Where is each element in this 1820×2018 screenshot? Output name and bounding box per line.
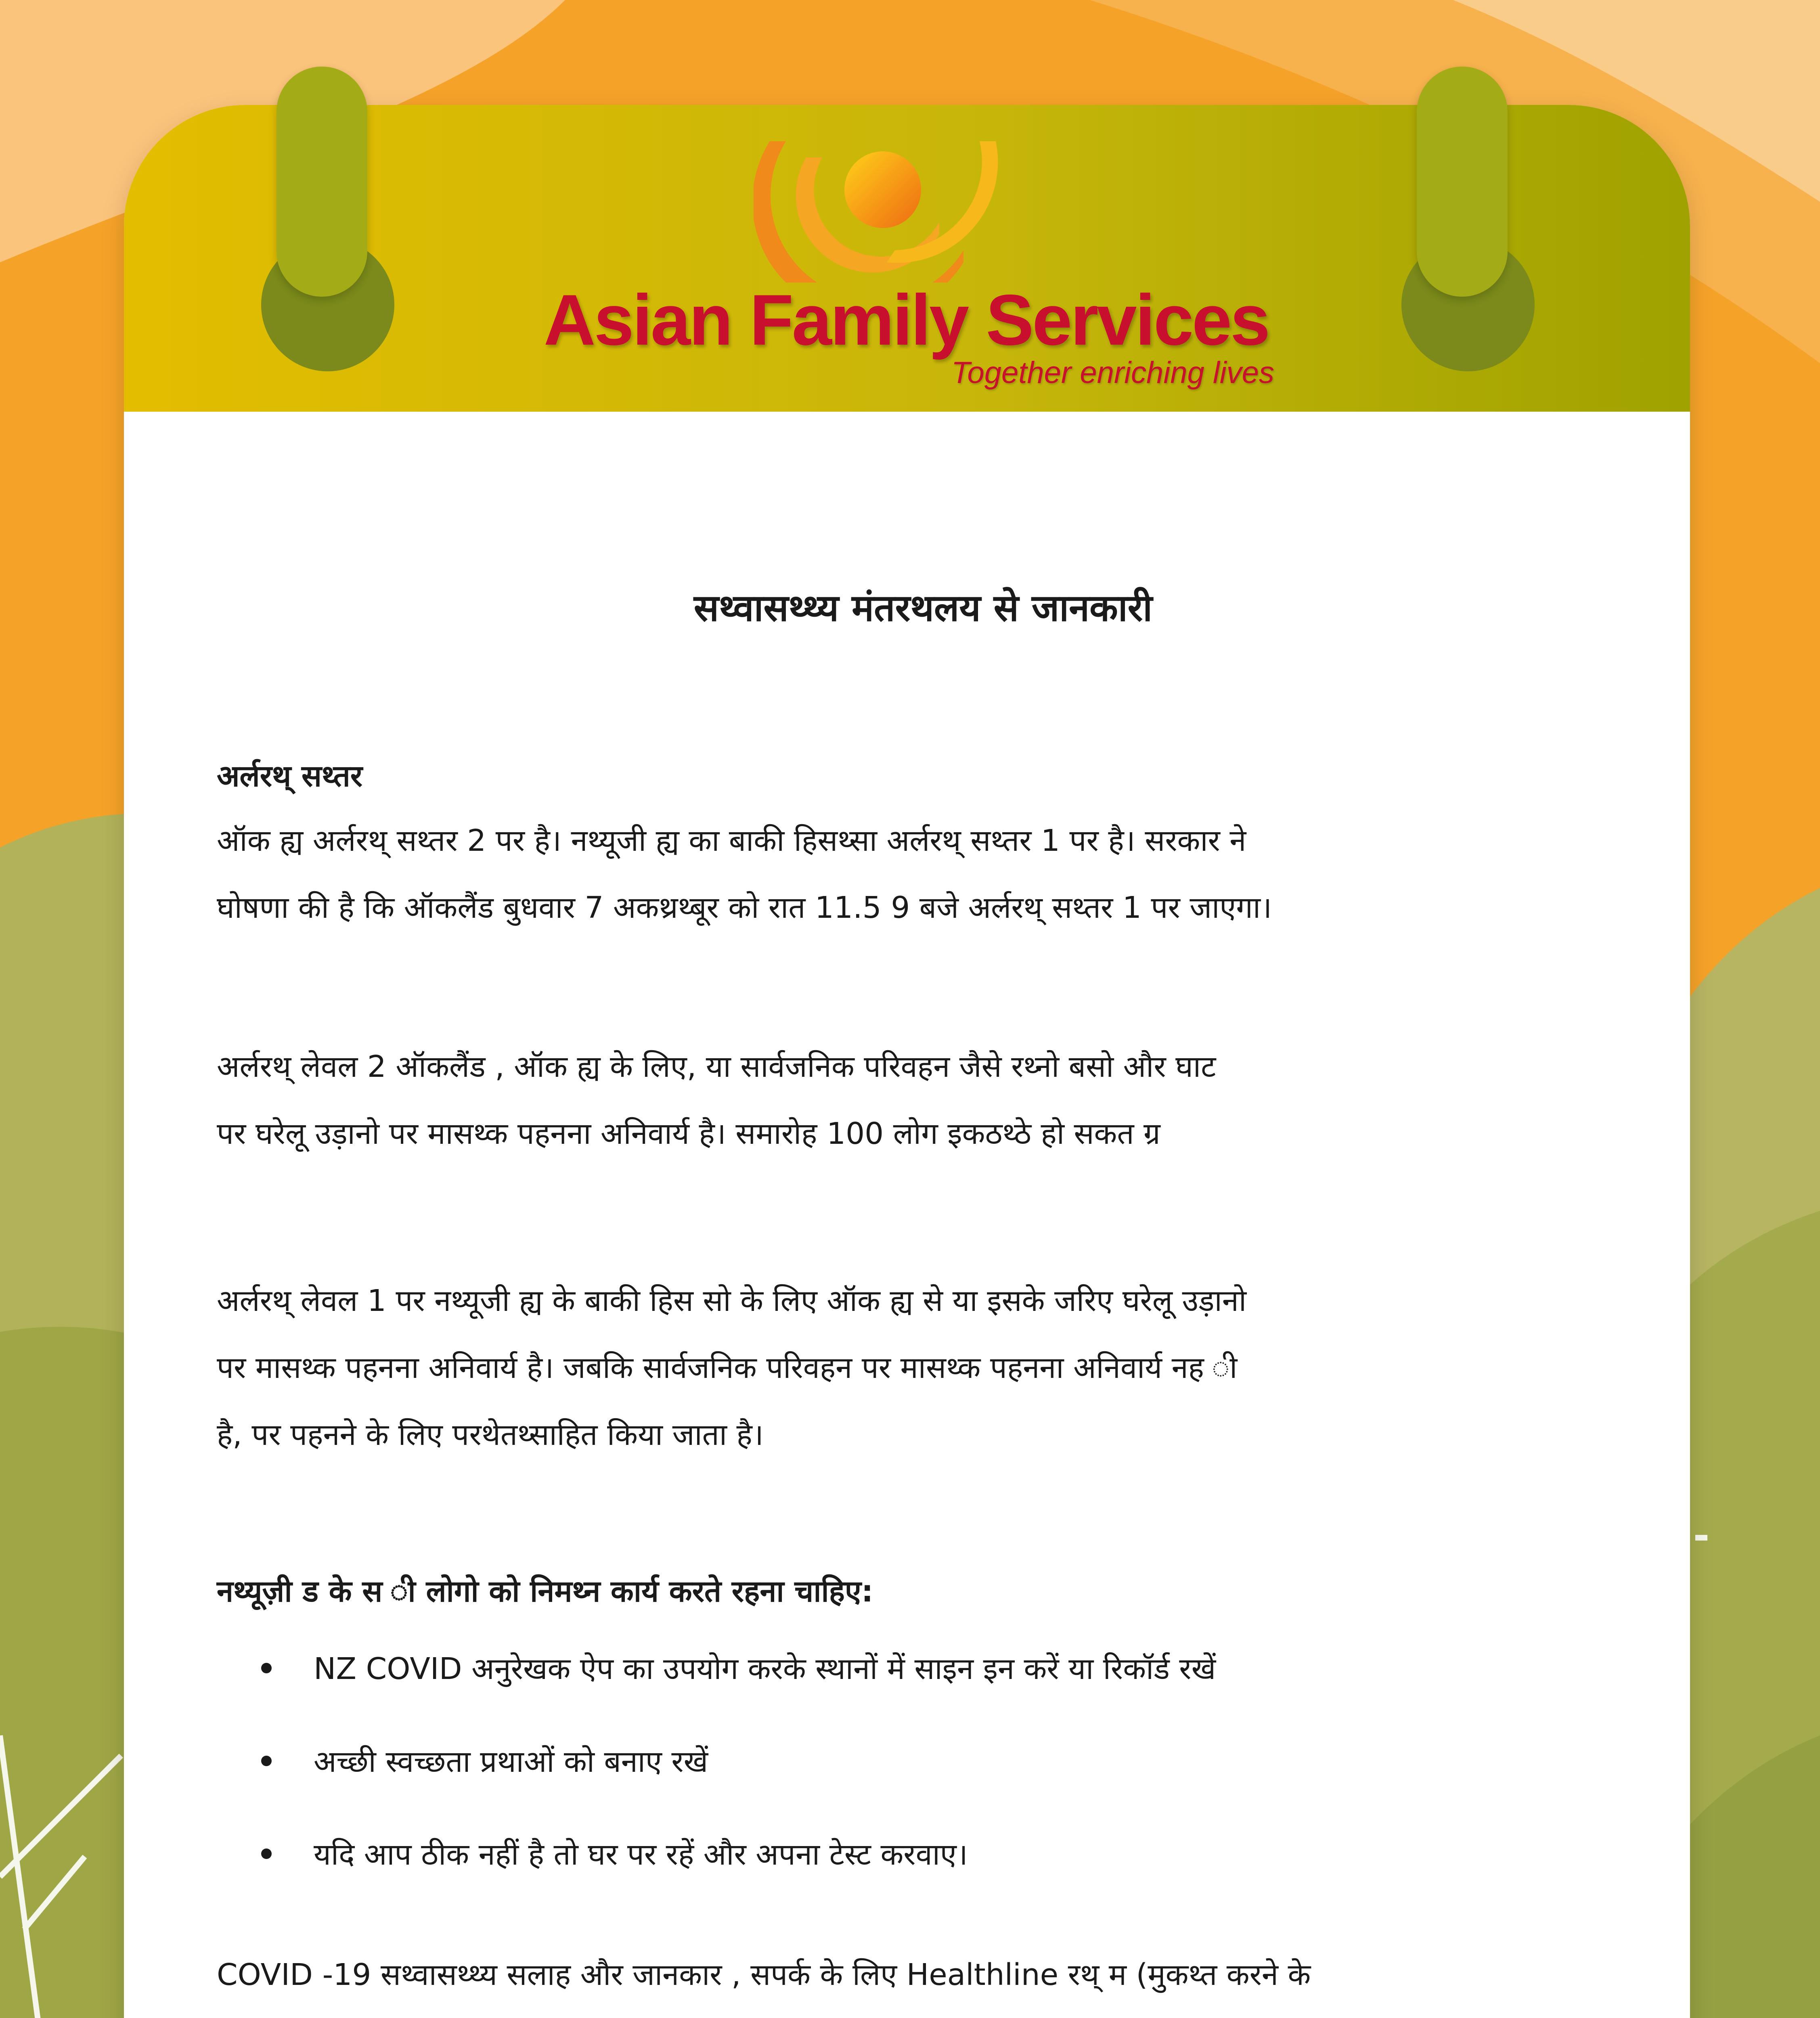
- paragraph-line: अर्लरथ् लेवल 2 ऑकलैंड , ऑक ह्य के लिए, या सार्वजनिक परिवहन जैसे रथ्नो बसो और घाट: [217, 1049, 1216, 1084]
- paragraph-line: पर मासथ्क पहनना अनिवार्य है। जबकि सार्वजनिक परिवहन पर मासथ्क पहनना अनिवार्य नह ी: [217, 1350, 1238, 1385]
- section-heading-actions: नथ्यूज़ी ड के स ी लोगो को निमथ्न कार्य करते रहना चाहिए:: [217, 1574, 873, 1609]
- binder-ring-left: [276, 67, 367, 297]
- action-list: [217, 1622, 1629, 1901]
- paragraph-line: घोषणा की है कि ऑकलैंड बुधवार 7 अकथ्रथ्बूर को रात 11.5 9 बजे अर्लरथ् सथ्तर 1 पर जाएगा।: [217, 890, 1272, 925]
- paragraph-line: पर घरेलू उड़ानो पर मासथ्क पहनना अनिवार्य है। समारोह 100 लोग इकठथ्ठे हो सकत ग्र: [217, 1116, 1160, 1151]
- list-item-text: अच्छी स्वच्छता प्रथाओं को बनाए रखें: [314, 1744, 708, 1779]
- bullet-icon: [261, 1848, 272, 1859]
- list-item-text: यदि आप ठीक नहीं है तो घर पर रहें और अपना टेस्ट करवाए।: [314, 1837, 968, 1872]
- closing-line: COVID -19 सथ्वासथ्थ्य सलाह और जानकार , सपर्क के लिए Healthline रथ् म (मुकथ्त करने के: [217, 1957, 1311, 1992]
- bullet-icon: [261, 1663, 272, 1673]
- section-heading-alert-level: अर्लरथ् सथ्तर: [217, 759, 363, 793]
- paragraph-line: ऑक ह्य अर्लरथ् सथ्तर 2 पर है। नथ्यूजी ह्य का बाकी हिसथ्सा अर्लरथ् सथ्तर 1 पर है। सरकार ने: [217, 823, 1246, 858]
- paragraph-line: है, पर पहनने के लिए परथेतथ्साहित किया जाता है।: [217, 1417, 764, 1452]
- paragraph-line: अर्लरथ् लेवल 1 पर नथ्यूजी ह्य के बाकी हिस सो के लिए ऑक ह्य से या इसके जरिए घरेलू उड़ानो: [217, 1283, 1246, 1318]
- list-item-text: NZ COVID अनुरेखक ऐप का उपयोग करके स्थानों में साइन इन करें या रिकॉर्ड रखें: [314, 1652, 1216, 1686]
- page-title: सथ्वासथ्थ्य मंतरथलय से जानकारी: [693, 586, 1153, 630]
- binder-ring-right: [1417, 67, 1508, 297]
- brand-tagline: Together enriching lives: [951, 356, 1274, 390]
- sun-logo-icon: [754, 129, 1149, 283]
- list-item: [217, 1808, 1629, 1901]
- bullet-icon: [261, 1756, 272, 1766]
- list-item: [217, 1715, 1629, 1808]
- brand-name: Asian Family Services: [544, 280, 1269, 360]
- notice-card: [124, 105, 1690, 2018]
- list-item: [217, 1622, 1629, 1715]
- closing-line: [217, 2008, 1629, 2018]
